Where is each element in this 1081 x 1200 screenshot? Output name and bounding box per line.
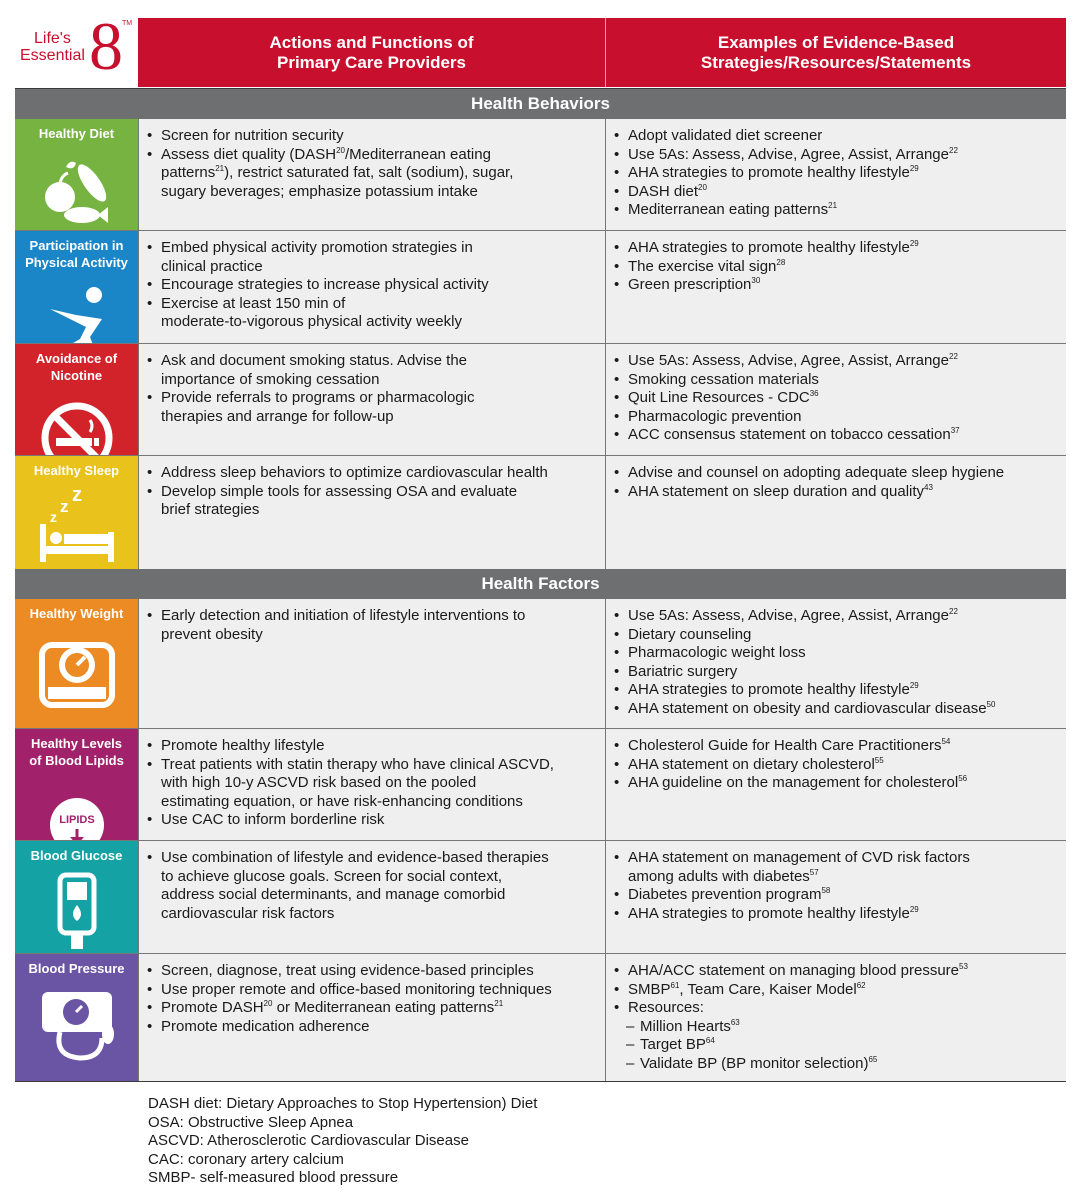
list-item: • AHA strategies to promote healthy lifestyle$^{29}$ xyxy=(614,905,1058,924)
category-tile xyxy=(15,954,138,1081)
footnote-dash: DASH diet: Dietary Approaches to Stop Hypertension) Diet xyxy=(148,1095,538,1112)
list-item: • Promote DASH$^{20}$ or Mediterranean eating patterns$^{21}$ xyxy=(147,999,597,1018)
logo-trademark: TM xyxy=(122,20,133,27)
column-header-actions xyxy=(138,18,605,87)
svg-text:z: z xyxy=(72,484,82,506)
list-item: – Million Hearts$^{63}$ xyxy=(614,1018,1058,1037)
list-item: among adults with diabetes$^{57}$ xyxy=(628,867,819,885)
list-item: • Pharmacologic prevention xyxy=(614,408,1058,427)
row-healthy-sleep xyxy=(15,456,1066,569)
strategies-cell xyxy=(605,729,1066,840)
list-item: • Cholesterol Guide for Health Care Practitioners$^{54}$ xyxy=(614,737,1058,756)
list-item: • Advise and counsel on adopting adequate sleep hygiene xyxy=(614,464,1058,483)
category-label: Healthy Sleep xyxy=(33,463,120,478)
list-item: • Encourage strategies to increase physical activity xyxy=(147,276,597,295)
category-tile xyxy=(15,231,138,343)
actions-list xyxy=(139,231,605,332)
actions-cell xyxy=(138,344,605,455)
row-avoidance-of-nicotine xyxy=(15,344,1066,455)
list-item: • Smoking cessation materials xyxy=(614,371,1058,390)
list-item: • Diabetes prevention program$^{58}$ xyxy=(614,886,1058,905)
footnote-ascvd: ASCVD: Atherosclerotic Cardiovascular Disease xyxy=(148,1132,469,1149)
row-healthy-weight xyxy=(15,599,1066,728)
column-header-strategies xyxy=(605,18,1066,87)
category-label: Healthy Weight xyxy=(29,606,124,621)
footnote-osa: OSA: Obstructive Sleep Apnea xyxy=(148,1113,354,1131)
list-item: • Assess diet quality (DASH$^{20}$/Mediterranean eating xyxy=(147,146,597,165)
strategies-cell xyxy=(605,954,1066,1081)
list-item: • Resources: xyxy=(614,999,1058,1018)
actions-list xyxy=(139,456,605,520)
bed-sleep-icon xyxy=(36,484,118,566)
list-item: • SMBP$^{61}$, Team Care, Kaiser Model$^{62}$ xyxy=(614,981,1058,1000)
list-item: patterns$^{21}$), restrict saturated fat, salt (sodium), sugar, xyxy=(161,164,514,181)
strategies-list xyxy=(606,841,1066,923)
list-item: • Address sleep behaviors to optimize cardiovascular health xyxy=(147,464,597,483)
header-strategies-line-2: Strategies/Resources/Statements xyxy=(700,52,972,72)
actions-cell xyxy=(138,231,605,343)
list-item: – Validate BP (BP monitor selection)$^{65}$ xyxy=(614,1055,1058,1074)
strategies-cell xyxy=(605,456,1066,569)
list-item: • Bariatric surgery xyxy=(614,663,1058,682)
food-icon xyxy=(36,147,118,229)
strategies-cell xyxy=(605,599,1066,728)
list-item: • The exercise vital sign$^{28}$ xyxy=(614,258,1058,277)
list-item: • Early detection and initiation of lifestyle interventions to xyxy=(147,607,597,626)
actions-cell xyxy=(138,599,605,728)
strategies-list xyxy=(606,954,1066,1073)
row-blood-pressure xyxy=(15,954,1066,1081)
section-health-factors: Health Factors xyxy=(15,569,1066,599)
actions-list xyxy=(139,729,605,830)
list-item: • AHA guideline on the management for cholesterol$^{56}$ xyxy=(614,774,1058,793)
category-tile xyxy=(15,729,138,840)
category-tile xyxy=(15,344,138,455)
list-item: • Use proper remote and office-based monitoring techniques xyxy=(147,981,597,1000)
footnote-smbp: SMBP- self-measured blood pressure xyxy=(148,1169,399,1186)
list-item: • Promote medication adherence xyxy=(147,1018,597,1037)
list-item: • Screen, diagnose, treat using evidence-based principles xyxy=(147,962,597,981)
actions-cell xyxy=(138,456,605,569)
category-label: Participation in Physical Activity xyxy=(25,238,128,270)
category-label: Healthy Levels of Blood Lipids xyxy=(29,736,124,768)
logo-line-1: Life's xyxy=(34,30,71,47)
list-item: • Green prescription$^{30}$ xyxy=(614,276,1058,295)
category-label: Blood Glucose xyxy=(30,848,123,863)
list-item: • Quit Line Resources - CDC$^{36}$ xyxy=(614,389,1058,408)
list-item: • Use 5As: Assess, Advise, Agree, Assist, Arrange$^{22}$ xyxy=(614,352,1058,371)
list-item: therapies and arrange for follow-up xyxy=(161,407,394,425)
list-item: moderate-to-vigorous physical activity weekly xyxy=(161,313,462,330)
list-item: • AHA statement on management of CVD risk factors xyxy=(614,849,1058,868)
list-item: • Promote healthy lifestyle xyxy=(147,737,597,756)
category-label: Avoidance of Nicotine xyxy=(35,351,118,383)
actions-cell xyxy=(138,954,605,1081)
actions-list xyxy=(139,119,605,201)
strategies-list xyxy=(606,599,1066,718)
strategies-cell xyxy=(605,231,1066,343)
category-tile xyxy=(15,119,138,230)
list-item: importance of smoking cessation xyxy=(161,370,380,388)
list-item: clinical practice xyxy=(161,257,263,275)
actions-cell xyxy=(138,841,605,953)
strategies-cell xyxy=(605,344,1066,455)
list-item: • Adopt validated diet screener xyxy=(614,127,1058,146)
strategies-list xyxy=(606,344,1066,445)
list-item: • Use CAC to inform borderline risk xyxy=(147,811,597,830)
list-item: • AHA strategies to promote healthy lifestyle$^{29}$ xyxy=(614,681,1058,700)
header-actions-line-2: Primary Care Providers xyxy=(277,52,466,72)
list-item: • ACC consensus statement on tobacco cessation$^{37}$ xyxy=(614,426,1058,445)
logo-line-2: Essential xyxy=(20,47,85,64)
strategies-list xyxy=(606,231,1066,295)
scale-icon xyxy=(36,627,118,709)
list-item: • DASH diet$^{20}$ xyxy=(614,183,1058,202)
list-item: • AHA statement on sleep duration and quality$^{43}$ xyxy=(614,483,1058,502)
list-item: • Treat patients with statin therapy who have clinical ASCVD, xyxy=(147,756,597,775)
section-health-behaviors: Health Behaviors xyxy=(15,89,1066,119)
strategies-list xyxy=(606,119,1066,220)
list-item: • Develop simple tools for assessing OSA and evaluate xyxy=(147,483,597,502)
list-item: • AHA statement on dietary cholesterol$^{55}$ xyxy=(614,756,1058,775)
list-item: brief strategies xyxy=(161,501,260,518)
list-item: • Screen for nutrition security xyxy=(147,127,597,146)
strategies-cell xyxy=(605,841,1066,953)
list-item: to achieve glucose goals. Screen for social context, xyxy=(161,867,503,885)
category-label: Healthy Diet xyxy=(38,126,115,141)
strategies-cell xyxy=(605,119,1066,230)
category-tile xyxy=(15,841,138,953)
svg-text:z: z xyxy=(60,497,69,516)
row-blood-lipids xyxy=(15,729,1066,840)
category-tile xyxy=(15,599,138,728)
list-item: • Use 5As: Assess, Advise, Agree, Assist, Arrange$^{22}$ xyxy=(614,607,1058,626)
list-item: • Dietary counseling xyxy=(614,626,1058,645)
list-item: • Use 5As: Assess, Advise, Agree, Assist, Arrange$^{22}$ xyxy=(614,146,1058,165)
list-item: • Pharmacologic weight loss xyxy=(614,644,1058,663)
list-item: • AHA strategies to promote healthy lifestyle$^{29}$ xyxy=(614,164,1058,183)
list-item: • Exercise at least 150 min of xyxy=(147,295,597,314)
actions-list xyxy=(139,954,605,1036)
list-item: estimating equation, or have risk-enhancing conditions xyxy=(161,792,523,810)
list-item: prevent obesity xyxy=(161,625,263,643)
strategies-list xyxy=(606,729,1066,793)
list-item: • AHA statement on obesity and cardiovascular disease$^{50}$ xyxy=(614,700,1058,719)
list-item: • Mediterranean eating patterns$^{21}$ xyxy=(614,201,1058,220)
row-physical-activity xyxy=(15,231,1066,343)
actions-list xyxy=(139,841,605,923)
lipids-icon-text: LIPIDS xyxy=(59,814,95,826)
list-item: • Ask and document smoking status. Advise the xyxy=(147,352,597,371)
list-item: • AHA strategies to promote healthy lifestyle$^{29}$ xyxy=(614,239,1058,258)
row-healthy-diet xyxy=(15,119,1066,230)
list-item: • Provide referrals to programs or pharmacologic xyxy=(147,389,597,408)
list-item: • Use combination of lifestyle and evidence-based therapies xyxy=(147,849,597,868)
logo-numeral: 8 xyxy=(89,8,123,84)
list-item: cardiovascular risk factors xyxy=(161,904,335,922)
header-actions-line-1: Actions and Functions of xyxy=(269,32,474,52)
list-item: sugary beverages; emphasize potassium intake xyxy=(161,182,478,200)
footnotes xyxy=(148,1095,537,1188)
actions-cell xyxy=(138,119,605,230)
actions-list xyxy=(139,344,605,426)
list-item: address social determinants, and manage comorbid xyxy=(161,886,506,903)
list-item: – Target BP$^{64}$ xyxy=(614,1036,1058,1055)
lifes-essential-8-logo xyxy=(14,8,133,86)
category-tile xyxy=(15,456,138,569)
strategies-list xyxy=(606,456,1066,501)
list-item: • Embed physical activity promotion strategies in xyxy=(147,239,597,258)
bp-cuff-icon xyxy=(36,982,118,1064)
footnote-cac: CAC: coronary artery calcium xyxy=(148,1150,344,1168)
row-blood-glucose xyxy=(15,841,1066,953)
header-strategies-line-1: Examples of Evidence-Based xyxy=(717,32,955,52)
list-item: with high 10-y ASCVD risk based on the pooled xyxy=(161,774,477,791)
actions-list xyxy=(139,599,605,644)
category-label: Blood Pressure xyxy=(28,961,125,976)
list-item: • AHA/ACC statement on managing blood pressure$^{53}$ xyxy=(614,962,1058,981)
glucose-meter-icon xyxy=(36,869,118,951)
svg-text:z: z xyxy=(50,509,57,525)
actions-cell xyxy=(138,729,605,840)
